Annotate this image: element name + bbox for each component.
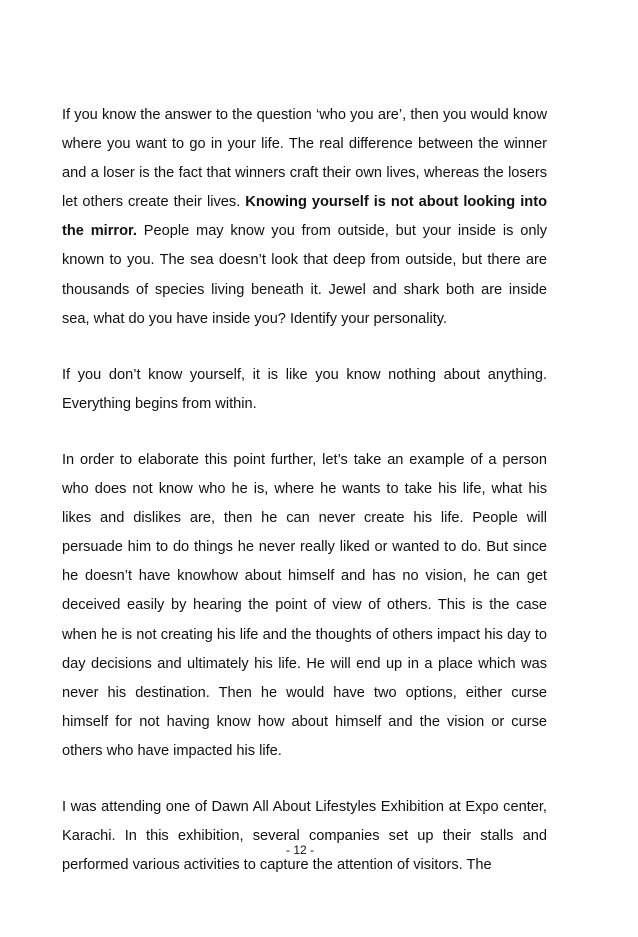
paragraph-example: In order to elaborate this point further, let’s take an example of a person who does not know who he is, where he wants to take his life, what his likes and dislikes are, then he can never create his life. People will persuade him to do things he never really liked or wanted to do. But since he doesn’t have knowhow about himself and has no vision, he can get deceived easily by hearing the point of view of others. This is the case when he is not creating his life and the thoughts of others impact his day to day decisions and ultimately his life. He will end up in a place which was never his destination. Then he would have two options, either curse himself for not having know how about himself and the vision or curse others who have impacted his life. [62, 451, 547, 759]
paragraph-self-knowledge [62, 101, 547, 334]
page-number: - 12 - [285, 843, 314, 857]
paragraph-within: If you don’t know yourself, it is like you know nothing about anything. Everything begins from within. [62, 366, 547, 412]
paragraph-text: If you know the answer to the question ‘who you are’, then you would know where you want to go in your life. The real difference between the winner and a loser is the fact that winners craft their own lives, whereas the losers let others create their lives. [62, 107, 547, 211]
paragraph-exhibition: I was attending one of Dawn All About Lifestyles Exhibition at Expo center, Karachi. In this exhibition, several companies set up their stalls and performed various activities to capture the attention of visitors. The [62, 798, 547, 874]
paragraph-text: People may know you from outside, but your inside is only known to you. The sea doesn’t look that deep from outside, but there are thousands of species living beneath it. Jewel and shark both are inside sea, what do you have inside you? Identify your personality. [62, 223, 547, 327]
body-text [62, 101, 547, 907]
bold-statement: Knowing yourself is not about looking into the mirror. [62, 194, 547, 240]
